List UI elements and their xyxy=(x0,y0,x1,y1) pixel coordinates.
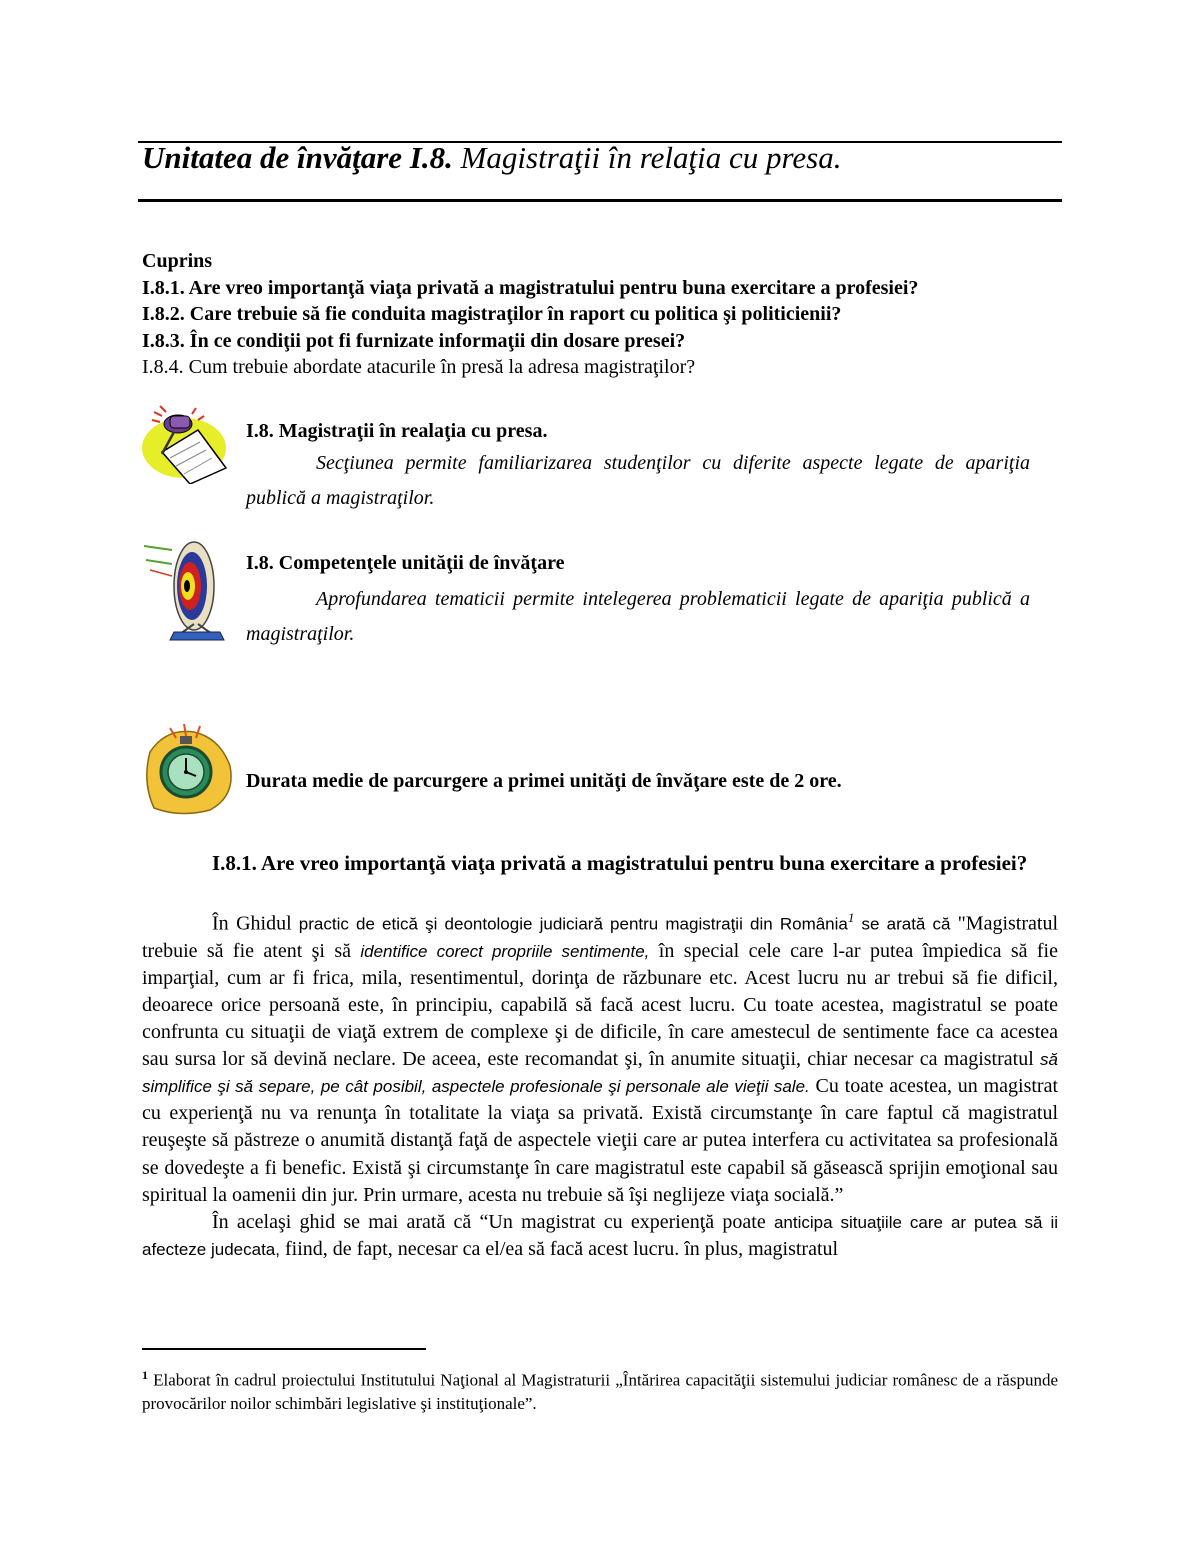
text-run: anticipa situaţiile care ar putea să ii afecteze judecata, xyxy=(142,1212,1058,1259)
footnote-reference[interactable]: 1 xyxy=(847,910,855,925)
target-icon xyxy=(142,534,226,649)
text-run: În acelaşi ghid se mai arată că “Un magistrat cu experienţă poate xyxy=(212,1210,774,1233)
intro-section-heading: I.8. Magistraţii în realaţia cu presa. xyxy=(246,420,548,442)
duration-note: Durata medie de parcurgere a primei unităţi de învăţare este de 2 ore. xyxy=(246,770,842,792)
footnote-number: 1 xyxy=(142,1368,148,1382)
text-run: în special cele care l-ar putea împiedica să fie imparţial, cum ar fi frica, mila, resentimentul, dorinţa de răzbunare etc. Acest lucru nu ar trebui să fie dificil, deoarece orice persoană este, în principiu, capabilă să facă acest lucru. Cu toate acestea, magistratul se poate confrunta cu situaţii de viaţă extrem de complexe şi de dificile, în care amestecul de sentimente face ca acestea sau sursa lor să devină neclare. De aceea, este recomandat şi, în anumite situaţii, chiar necesar ca magistratul xyxy=(142,939,1058,1071)
paragraph xyxy=(142,1209,1058,1263)
toc-item: I.8.2. Care trebuie să fie conduita magistraţilor în raport cu politica şi politicienii? xyxy=(142,303,842,325)
footnote xyxy=(142,1364,1058,1415)
pushpin-note-icon xyxy=(140,402,230,489)
text-run: se arată că xyxy=(854,914,958,934)
page-title xyxy=(142,140,1062,176)
text-run-emphasis: identifice corect propriile sentimente, xyxy=(360,941,650,961)
toc-item: I.8.4. Cum trebuie abordate atacurile în presă la adresa magistraţilor? xyxy=(142,356,696,378)
toc-heading: Cuprins xyxy=(142,250,213,272)
title-unit: Unitatea de învăţare I.8. xyxy=(142,140,453,175)
section-1-heading: I.8.1. Are vreo importanţă viaţa privată a magistratului pentru buna exercitare a profesiei? xyxy=(212,851,1028,875)
toc-item: I.8.1. Are vreo importanţă viaţa privată a magistratului pentru buna exercitare a profesiei? xyxy=(142,276,919,299)
text-run-emphasis: să simplifice şi să separe, pe cât posibil, aspectele profesionale şi personale ale vieţii sale. xyxy=(142,1050,1058,1097)
text-run: Cu toate acestea, un magistrat cu experienţă nu va renunţa în totalitate la viaţa sa privată. Există circumstanţe în care faptul că magistratul reuşeşte să păstreze o anumită distanţă faţă de aspectele vieţii care ar putea interfera cu activitatea sa profesională se dovedeşte a fi benefic. Există şi circumstanţe în care magistratul este capabil să găsească sprijin emoţional sau spiritual la oamenii din jur. Prin urmare, acesta nu trebuie să îşi neglijeze viaţa socială.” xyxy=(142,1075,1058,1206)
toc-item: I.8.3. În ce condiţii pot fi furnizate informaţii din dosare presei? xyxy=(142,329,686,352)
paragraph xyxy=(142,904,1058,1209)
text-run: practic de etică şi deontologie judiciară pentru magistraţii din România xyxy=(291,914,848,934)
text-run: În Ghidul xyxy=(212,912,292,935)
section-1-body xyxy=(142,904,1058,1263)
stopwatch-icon xyxy=(140,722,240,823)
competences-section-heading: I.8. Competenţele unităţii de învăţare xyxy=(246,552,565,574)
competences-section-description: Aprofundarea tematicii permite intelegerea problematicii legate de apariţia publică a magistraţilor. xyxy=(246,588,1030,645)
footnote-separator xyxy=(142,1348,426,1350)
table-of-contents xyxy=(142,248,1072,381)
intro-section-description: Secţiunea permite familiarizarea studenţilor cu diferite aspecte legate de apariţia publică a magistraţilor. xyxy=(246,452,1030,509)
text-run: "Magistratul trebuie să fie atent şi să xyxy=(142,912,1058,962)
title-underline-rule xyxy=(138,199,1062,202)
title-subject: Magistraţii în relaţia cu presa. xyxy=(452,140,842,175)
footnote-text: Elaborat în cadrul proiectului Institutului Naţional al Magistraturii „Întărirea capacităţii sistemului judiciar românesc de a răspunde provocărilor noilor schimbări legislative şi instituţionale”. xyxy=(142,1370,1058,1413)
text-run: fiind, de fapt, necesar ca el/ea să facă acest lucru. în plus, magistratul xyxy=(279,1237,839,1260)
